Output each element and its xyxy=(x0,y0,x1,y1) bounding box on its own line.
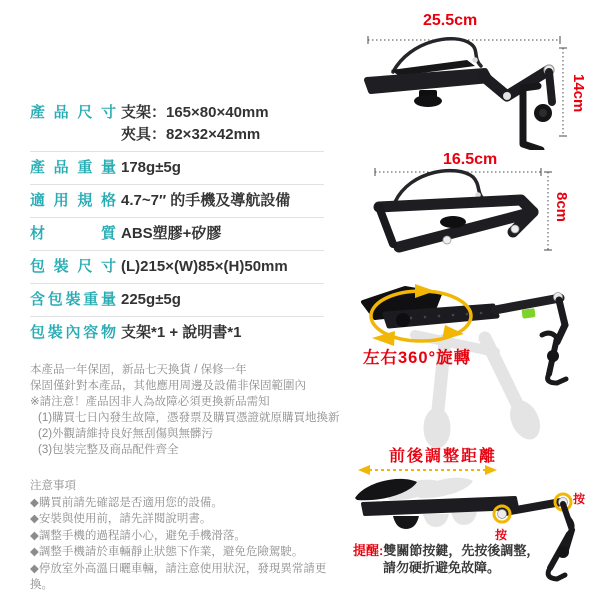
spec-label: 材質 xyxy=(30,225,116,242)
notes-title: 注意事項 xyxy=(30,480,76,492)
note-item: ◆安裝與使用前，請先詳閱說明書。 xyxy=(30,513,212,525)
spec-value: 支架*1 + 說明書*1 xyxy=(121,324,242,341)
warranty-line: (2)外觀請維持良好無刮傷與無髒污 xyxy=(38,428,214,440)
dimension-height-label: 8cm xyxy=(553,192,570,223)
adjust-arrow-icon xyxy=(358,465,497,475)
spec-value: 178g±5g xyxy=(121,159,181,176)
spec-label: 含包裝重量 xyxy=(30,291,116,308)
note-item: ◆調整手機的過程請小心，避免手機滑落。 xyxy=(30,529,246,542)
reminder-text xyxy=(353,542,539,576)
spec-label: 包裝內容物 xyxy=(30,324,116,341)
warranty-line: 本產品一年保固，新品七天換貨 / 保修一年 xyxy=(30,364,247,376)
figure-bracket-unfolded xyxy=(355,10,595,150)
spec-row-weight xyxy=(30,152,324,185)
spec-label: 包裝尺寸 xyxy=(30,258,116,275)
figure-rotation-360 xyxy=(345,280,595,450)
note-item: ◆調整手機請於車輛靜止狀態下作業，避免危險駕駛。 xyxy=(30,546,304,558)
press-button-label: 按 xyxy=(573,492,586,506)
warranty-line: 保固僅針對本產品，其他應用周邊及設備非保固範圍內 xyxy=(30,380,306,392)
figure-bracket-folded xyxy=(355,150,595,280)
reminder-line1: 雙關節按鍵，先按後調整， xyxy=(383,543,540,558)
spec-value: (L)215×(W)85×(H)50mm xyxy=(121,258,288,275)
warranty-text xyxy=(30,362,340,458)
spec-row-package-size xyxy=(30,251,324,284)
spec-row-material xyxy=(30,218,324,251)
warranty-line: (1)購買七日內發生故障，憑發票及購買憑證就原購買地換新 xyxy=(38,412,340,424)
reminder-label: 提醒: xyxy=(353,543,384,558)
rotation-caption: 左右360°旋轉 xyxy=(363,349,472,367)
spec-label: 適用規格 xyxy=(30,192,116,209)
spec-row-package-contents xyxy=(30,317,324,349)
warranty-line: (3)包裝完整及商品配件齊全 xyxy=(38,444,179,456)
adjustment-title: 前後調整距離 xyxy=(389,448,498,465)
warranty-line: ※請注意！產品因非人為故障必須更換新品需知 xyxy=(30,396,270,408)
press-button-label: 按 xyxy=(495,528,508,542)
dimension-height-label: 14cm xyxy=(570,74,587,113)
spec-value: 4.7~7″ 的手機及導航設備 xyxy=(121,192,291,209)
reminder-line2: 請勿硬折避免故障。 xyxy=(383,560,501,575)
spec-value: 225g±5g xyxy=(121,291,181,308)
spec-row-package-weight xyxy=(30,284,324,317)
note-item: ◆停放室外高溫日曬車輛，請注意使用狀況，發現異常請更換。 xyxy=(30,562,327,591)
spec-row-compatibility xyxy=(30,185,324,218)
figure-adjustment xyxy=(345,440,595,600)
bracket-unfolded-illustration xyxy=(355,10,595,150)
dimension-width-label: 25.5cm xyxy=(423,12,478,29)
spec-value: 支架：165×80×40mm 夾具：82×32×42mm xyxy=(121,104,269,143)
note-item: ◆購買前請先確認是否適用您的設備。 xyxy=(30,496,223,509)
spec-label: 產品尺寸 xyxy=(30,104,116,121)
spec-label: 產品重量 xyxy=(30,159,116,176)
notes-section xyxy=(30,478,340,594)
spec-table xyxy=(30,97,324,349)
spec-row-dimensions xyxy=(30,97,324,152)
spec-value: ABS塑膠+矽膠 xyxy=(121,225,222,242)
dimension-width-label: 16.5cm xyxy=(443,151,498,168)
level-bubble-icon xyxy=(522,308,536,319)
